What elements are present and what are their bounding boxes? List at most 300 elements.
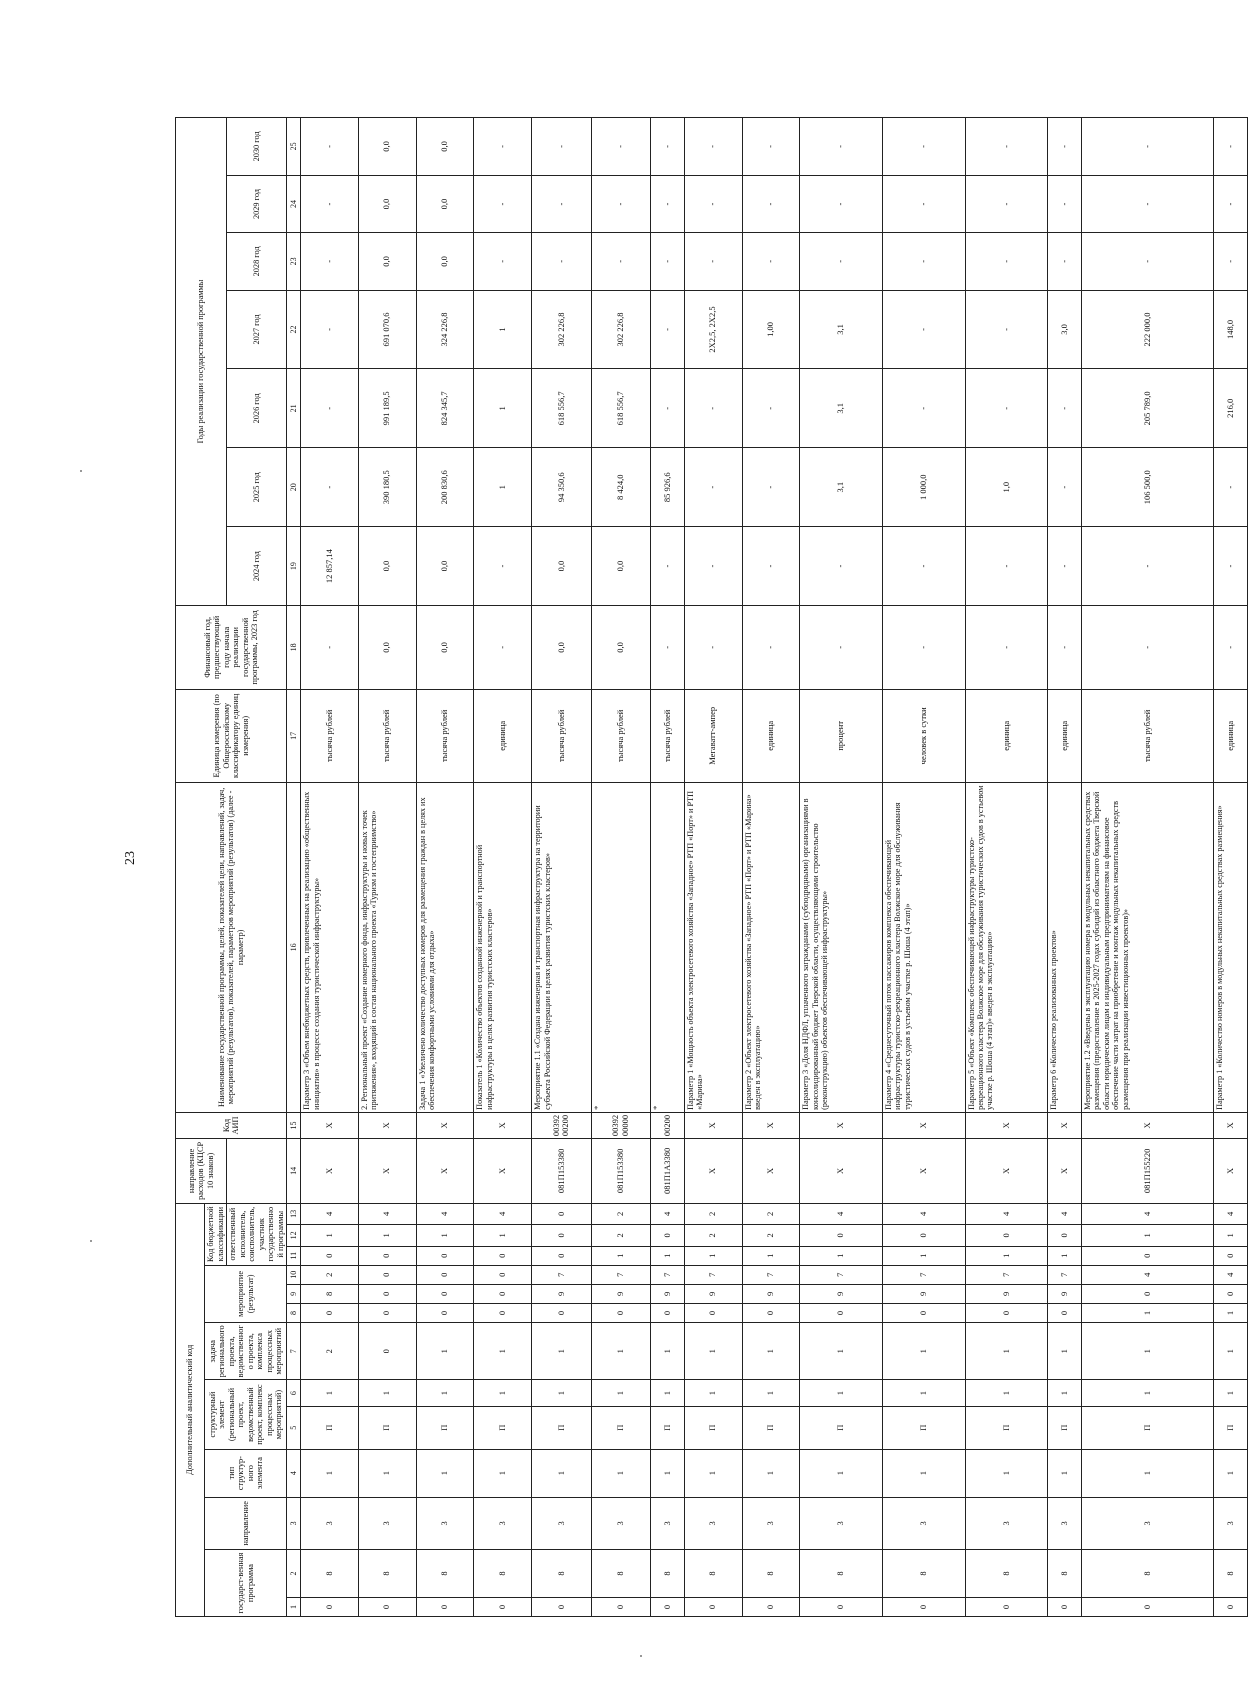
year-value-cell: - (800, 527, 883, 606)
header-direction: направление (205, 1497, 287, 1550)
year-value-cell: - (1048, 369, 1082, 448)
code-struct-element: П (474, 1406, 532, 1449)
column-number: 11 (287, 1246, 301, 1265)
fin-year-cell: - (882, 606, 965, 690)
code-measure-1: 0 (358, 1303, 416, 1322)
code-task: 1 (474, 1323, 532, 1380)
year-value-cell: - (684, 369, 742, 448)
code-executor-1: 0 (301, 1246, 359, 1265)
code-executor-1: 1 (1048, 1246, 1082, 1265)
code-direction: 3 (684, 1497, 742, 1550)
column-number: 17 (287, 689, 301, 782)
year-value-cell: - (965, 118, 1048, 176)
code-executor-2: 2 (684, 1225, 742, 1247)
code-executor-1: 0 (1081, 1246, 1213, 1265)
year-value-cell: 0,0 (416, 118, 474, 176)
code-executor-1: 1 (742, 1246, 800, 1265)
code-program-1: 0 (684, 1597, 742, 1616)
code-program-2: 8 (1048, 1550, 1082, 1598)
year-value-cell: 12 857,14 (301, 527, 359, 606)
column-number: 1 (287, 1597, 301, 1616)
unit-cell: тысяча рублей (1081, 689, 1213, 782)
fin-year-cell: - (301, 606, 359, 690)
kcsr-cell: 081П1А3380 (651, 1139, 685, 1204)
code-measure-2: 8 (301, 1284, 359, 1303)
year-value-cell: - (742, 527, 800, 606)
header-expense-direction: направление расходов (КЦСР 10 знаков) (176, 1139, 227, 1204)
year-value-cell: - (684, 527, 742, 606)
name-cell: * (651, 782, 685, 1112)
year-value-cell: 3,1 (800, 290, 883, 369)
year-value-cell: - (882, 118, 965, 176)
code-program-1: 0 (301, 1597, 359, 1616)
code-executor-1: 1 (591, 1246, 651, 1265)
code-executor-3: 4 (882, 1203, 965, 1225)
code-measure-1: 0 (882, 1303, 965, 1322)
column-number: 14 (287, 1139, 301, 1204)
year-value-cell: - (301, 118, 359, 176)
year-value-cell: 1 000,0 (882, 448, 965, 527)
year-value-cell: - (1048, 118, 1082, 176)
year-value-cell: - (651, 527, 685, 606)
code-executor-3: 4 (800, 1203, 883, 1225)
code-task: 1 (800, 1323, 883, 1380)
aip-cell: Х (1081, 1112, 1213, 1138)
code-struct-type: 1 (684, 1449, 742, 1497)
aip-cell: Х (1214, 1112, 1248, 1138)
code-measure-2: 0 (358, 1284, 416, 1303)
code-executor-2: 0 (965, 1225, 1048, 1247)
code-program-1: 0 (800, 1597, 883, 1616)
fin-year-cell: - (742, 606, 800, 690)
kcsr-cell: Х (358, 1139, 416, 1204)
kcsr-cell: 081П153380 (591, 1139, 651, 1204)
name-cell: Параметр 4 «Среднесуточный поток пассажиров комплекса обеспечивающей инфраструктуры туристско-рекреационного кластера Волжское море для обслуживания туристических судов в устьевом участке р. Шоша (4 этап)» (882, 782, 965, 1112)
code-task: 1 (1081, 1323, 1213, 1380)
year-value-cell: - (1214, 233, 1248, 290)
code-struct-type: 1 (1214, 1449, 1248, 1497)
code-program-1: 0 (1214, 1597, 1248, 1616)
code-executor-2: 1 (301, 1225, 359, 1247)
column-number: 2 (287, 1550, 301, 1598)
kcsr-cell: Х (684, 1139, 742, 1204)
code-program-1: 0 (358, 1597, 416, 1616)
code-executor-3: 4 (416, 1203, 474, 1225)
year-value-cell: - (742, 233, 800, 290)
year-value-cell: 216,0 (1214, 369, 1248, 448)
code-program-2: 8 (416, 1550, 474, 1598)
aip-cell: Х (742, 1112, 800, 1138)
year-value-cell: - (1214, 118, 1248, 176)
header-year-2027: 2027 год (227, 290, 287, 369)
kcsr-cell: Х (301, 1139, 359, 1204)
year-value-cell: 1 (474, 369, 532, 448)
code-executor-3: 4 (965, 1203, 1048, 1225)
table-row (1081, 118, 1213, 1617)
fin-year-cell: - (1214, 606, 1248, 690)
code-direction: 3 (1081, 1497, 1213, 1550)
year-value-cell: - (651, 175, 685, 232)
column-number: 3 (287, 1497, 301, 1550)
kcsr-cell: 081П153380 (532, 1139, 592, 1204)
year-value-cell: - (965, 369, 1048, 448)
code-struct-element: П (651, 1406, 685, 1449)
code-direction: 3 (416, 1497, 474, 1550)
code-executor-2: 1 (474, 1225, 532, 1247)
year-value-cell: 0,0 (358, 118, 416, 176)
code-struct-type: 1 (1081, 1449, 1213, 1497)
code-direction: 3 (301, 1497, 359, 1550)
code-measure-1: 0 (742, 1303, 800, 1322)
code-executor-3: 4 (358, 1203, 416, 1225)
year-value-cell: - (474, 233, 532, 290)
code-measure-1: 0 (651, 1303, 685, 1322)
code-struct-type: 1 (800, 1449, 883, 1497)
aip-cell: 00200 (651, 1112, 685, 1138)
code-executor-1: 0 (1214, 1246, 1248, 1265)
year-value-cell: 3,1 (800, 448, 883, 527)
code-executor-2: 1 (1081, 1225, 1213, 1247)
code-program-2: 8 (301, 1550, 359, 1598)
fin-year-cell: 0,0 (591, 606, 651, 690)
unit-cell: единица (965, 689, 1048, 782)
code-struct-sub: 1 (882, 1380, 965, 1406)
code-executor-2: 2 (591, 1225, 651, 1247)
year-value-cell: - (1214, 448, 1248, 527)
aip-cell: 00392 00200 (532, 1112, 592, 1138)
code-measure-1: 1 (1214, 1303, 1248, 1322)
column-number: 22 (287, 290, 301, 369)
code-measure-2: 0 (1081, 1284, 1213, 1303)
year-value-cell: 618 556,7 (532, 369, 592, 448)
unit-cell: тысяча рублей (591, 689, 651, 782)
header-years-group: Годы реализации государственной программы (176, 118, 227, 606)
code-executor-1: 0 (358, 1246, 416, 1265)
code-measure-2: 9 (882, 1284, 965, 1303)
code-program-1: 0 (474, 1597, 532, 1616)
code-direction: 3 (882, 1497, 965, 1550)
year-value-cell: - (1048, 527, 1082, 606)
column-number: 16 (287, 782, 301, 1112)
kcsr-cell: Х (882, 1139, 965, 1204)
fin-year-cell: - (965, 606, 1048, 690)
code-struct-type: 1 (742, 1449, 800, 1497)
code-measure-3: 7 (965, 1265, 1048, 1284)
code-program-1: 0 (1048, 1597, 1082, 1616)
year-value-cell: 691 070,6 (358, 290, 416, 369)
code-program-2: 8 (684, 1550, 742, 1598)
table-body (287, 118, 1248, 1617)
code-struct-sub: 1 (651, 1380, 685, 1406)
code-executor-1: 0 (532, 1246, 592, 1265)
code-measure-3: 4 (1214, 1265, 1248, 1284)
table-row (742, 118, 800, 1617)
column-number: 15 (287, 1112, 301, 1138)
aip-cell: 00392 00000 (591, 1112, 651, 1138)
header-year-2025: 2025 год (227, 448, 287, 527)
unit-cell: единица (742, 689, 800, 782)
header-unit: Единица измерения (по Общероссийскому классификатору единиц измерения) (176, 689, 287, 782)
year-value-cell: 1,0 (965, 448, 1048, 527)
code-measure-3: 7 (532, 1265, 592, 1284)
code-struct-sub: 1 (684, 1380, 742, 1406)
code-measure-3: 7 (591, 1265, 651, 1284)
name-cell: Параметр 5 «Объект «Комплекс обеспечивающей инфраструктуры туристско-рекреационного кластера Волжское море для обслуживания туристических судов в устьевом участке р. Шоша (4 этап)» введен в эксплуатацию» (965, 782, 1048, 1112)
code-measure-2: 9 (651, 1284, 685, 1303)
unit-cell: тысяча рублей (358, 689, 416, 782)
fin-year-cell: - (651, 606, 685, 690)
code-struct-type: 1 (358, 1449, 416, 1497)
table-row (591, 118, 651, 1617)
code-struct-sub: 1 (1214, 1380, 1248, 1406)
code-measure-3: 0 (416, 1265, 474, 1284)
code-measure-1: 0 (591, 1303, 651, 1322)
code-measure-1: 0 (684, 1303, 742, 1322)
scan-speck (80, 470, 82, 472)
code-program-2: 8 (1081, 1550, 1213, 1598)
year-value-cell: - (965, 175, 1048, 232)
year-value-cell: - (742, 369, 800, 448)
year-value-cell: - (882, 175, 965, 232)
header-year-2029: 2029 год (227, 175, 287, 232)
code-executor-1: 1 (882, 1246, 965, 1265)
year-value-cell: - (882, 527, 965, 606)
code-struct-type: 1 (591, 1449, 651, 1497)
code-measure-1: 1 (1081, 1303, 1213, 1322)
year-value-cell: - (301, 290, 359, 369)
year-value-cell: 3,1 (800, 369, 883, 448)
code-struct-type: 1 (301, 1449, 359, 1497)
name-cell: * (591, 782, 651, 1112)
code-struct-element: П (301, 1406, 359, 1449)
header-struct-type: тип структур-ного элемента (205, 1449, 287, 1497)
code-program-2: 8 (965, 1550, 1048, 1598)
code-measure-1: 0 (532, 1303, 592, 1322)
year-value-cell: - (800, 175, 883, 232)
year-value-cell: - (1048, 448, 1082, 527)
year-value-cell: - (474, 527, 532, 606)
table-row (684, 118, 742, 1617)
year-value-cell: 106 500,0 (1081, 448, 1213, 527)
column-number: 10 (287, 1265, 301, 1284)
code-task: 0 (358, 1323, 416, 1380)
table-row (416, 118, 474, 1617)
code-struct-element: П (965, 1406, 1048, 1449)
year-value-cell: - (532, 233, 592, 290)
table-row (1214, 118, 1248, 1617)
code-measure-2: 9 (742, 1284, 800, 1303)
year-value-cell: - (474, 118, 532, 176)
year-value-cell: - (301, 175, 359, 232)
name-cell: 2. Региональный проект «Создание номерного фонда, инфраструктуры и новых точек притяжения», входящий в состав национального проекта «Туризм и гостеприимство» (358, 782, 416, 1112)
year-value-cell: 0,0 (416, 175, 474, 232)
year-value-cell: 0,0 (416, 527, 474, 606)
column-number: 12 (287, 1225, 301, 1247)
header-kcsr-spacer (227, 1139, 287, 1204)
year-value-cell: 205 789,0 (1081, 369, 1213, 448)
year-value-cell: 1,00 (742, 290, 800, 369)
header-budget-code: Код бюджетной классификации (205, 1203, 227, 1265)
code-measure-2: 9 (532, 1284, 592, 1303)
header-name: Наименование государственной программы, целей, показателей цели, направлений, задач, мероприятий (результатов), показателей, параметров мероприятий (результатов) (далее - параметр) (176, 782, 287, 1112)
rotated-table-container (175, 117, 1235, 1617)
code-program-1: 0 (591, 1597, 651, 1616)
code-direction: 3 (474, 1497, 532, 1550)
year-value-cell: 0,0 (358, 527, 416, 606)
year-value-cell: - (882, 290, 965, 369)
code-struct-type: 1 (651, 1449, 685, 1497)
code-executor-2: 1 (358, 1225, 416, 1247)
code-measure-2: 9 (684, 1284, 742, 1303)
year-value-cell: 0,0 (532, 527, 592, 606)
year-value-cell: - (651, 233, 685, 290)
year-value-cell: - (532, 175, 592, 232)
code-executor-2: 1 (416, 1225, 474, 1247)
code-measure-3: 7 (684, 1265, 742, 1284)
table-row (358, 118, 416, 1617)
code-program-2: 8 (474, 1550, 532, 1598)
column-number: 9 (287, 1284, 301, 1303)
name-cell: Задача 1 «Увеличено количество доступных номеров для размещения граждан в целях их обеспечения комфортными условиями для отдыха» (416, 782, 474, 1112)
header-year-2030: 2030 год (227, 118, 287, 176)
program-table (175, 117, 1248, 1617)
code-task: 1 (416, 1323, 474, 1380)
code-struct-element: П (742, 1406, 800, 1449)
year-value-cell: - (800, 233, 883, 290)
code-executor-2: 0 (800, 1225, 883, 1247)
code-executor-1: 1 (965, 1246, 1048, 1265)
name-cell: Параметр 2 «Объект электросетевого хозяйства «Западное» РТП «Порт» и РТП «Марина» введен в эксплуатацию» (742, 782, 800, 1112)
code-measure-3: 2 (301, 1265, 359, 1284)
code-program-2: 8 (532, 1550, 592, 1598)
year-value-cell: - (1214, 527, 1248, 606)
aip-cell: Х (684, 1112, 742, 1138)
code-struct-sub: 1 (1048, 1380, 1082, 1406)
code-measure-2: 0 (474, 1284, 532, 1303)
code-struct-sub: 1 (800, 1380, 883, 1406)
code-executor-2: 1 (1214, 1225, 1248, 1247)
fin-year-cell: - (684, 606, 742, 690)
code-measure-3: 7 (800, 1265, 883, 1284)
year-value-cell: - (301, 233, 359, 290)
header-task: задача регионального проекта, ведомственного проекта, комплекса процессных мероприятий (205, 1323, 287, 1380)
unit-cell: тысяча рублей (651, 689, 685, 782)
table-row (1048, 118, 1082, 1617)
year-value-cell: 0,0 (591, 527, 651, 606)
year-value-cell: - (591, 233, 651, 290)
year-value-cell: 3,0 (1048, 290, 1082, 369)
unit-cell: человек в сутки (882, 689, 965, 782)
code-executor-2: 2 (742, 1225, 800, 1247)
year-value-cell: - (651, 118, 685, 176)
code-program-2: 8 (742, 1550, 800, 1598)
column-number: 5 (287, 1406, 301, 1449)
year-value-cell: - (301, 448, 359, 527)
year-value-cell: - (965, 290, 1048, 369)
scan-speck (640, 1655, 642, 1657)
code-task: 1 (1214, 1323, 1248, 1380)
code-executor-2: 0 (532, 1225, 592, 1247)
code-measure-3: 0 (358, 1265, 416, 1284)
code-measure-2: 9 (800, 1284, 883, 1303)
header-year-2028: 2028 год (227, 233, 287, 290)
year-value-cell: - (882, 233, 965, 290)
code-program-1: 0 (965, 1597, 1048, 1616)
code-struct-sub: 1 (358, 1380, 416, 1406)
year-value-cell: 0,0 (416, 233, 474, 290)
column-number: 8 (287, 1303, 301, 1322)
year-value-cell: - (474, 175, 532, 232)
year-value-cell: - (882, 369, 965, 448)
aip-cell: Х (301, 1112, 359, 1138)
code-measure-2: 0 (416, 1284, 474, 1303)
year-value-cell: - (651, 369, 685, 448)
fin-year-cell: 0,0 (358, 606, 416, 690)
code-executor-2: 0 (882, 1225, 965, 1247)
year-value-cell: 302 226,8 (532, 290, 592, 369)
header-year-2024: 2024 год (227, 527, 287, 606)
aip-cell: Х (416, 1112, 474, 1138)
unit-cell: Мегаватт-ампер (684, 689, 742, 782)
column-number: 21 (287, 369, 301, 448)
aip-cell: Х (882, 1112, 965, 1138)
code-struct-type: 1 (882, 1449, 965, 1497)
code-program-1: 0 (882, 1597, 965, 1616)
code-program-1: 0 (651, 1597, 685, 1616)
code-measure-2: 9 (1048, 1284, 1082, 1303)
code-executor-1: 1 (651, 1246, 685, 1265)
table-header (176, 118, 287, 1617)
code-executor-3: 4 (474, 1203, 532, 1225)
code-struct-type: 1 (1048, 1449, 1082, 1497)
code-task: 1 (651, 1323, 685, 1380)
kcsr-cell: Х (800, 1139, 883, 1204)
header-executor: ответственный исполнитель, соисполнитель, участник государственной программы (227, 1203, 287, 1265)
code-direction: 3 (1214, 1497, 1248, 1550)
fin-year-cell: - (800, 606, 883, 690)
column-number: 24 (287, 175, 301, 232)
name-cell: Параметр 1 «Мощность объекта электросетевого хозяйства «Западное» РТП «Порт» и РТП «Марина» (684, 782, 742, 1112)
code-struct-element: П (1048, 1406, 1082, 1449)
code-measure-3: 0 (474, 1265, 532, 1284)
kcsr-cell: Х (965, 1139, 1048, 1204)
column-number: 20 (287, 448, 301, 527)
code-executor-3: 4 (1214, 1203, 1248, 1225)
year-value-cell: 991 189,5 (358, 369, 416, 448)
table-row (651, 118, 685, 1617)
code-program-2: 8 (358, 1550, 416, 1598)
table-row (301, 118, 359, 1617)
code-executor-3: 0 (532, 1203, 592, 1225)
code-measure-1: 0 (1048, 1303, 1082, 1322)
code-program-2: 8 (800, 1550, 883, 1598)
year-value-cell: - (1081, 233, 1213, 290)
code-measure-3: 7 (882, 1265, 965, 1284)
year-value-cell: 222 000,0 (1081, 290, 1213, 369)
kcsr-cell: Х (1214, 1139, 1248, 1204)
code-struct-sub: 1 (532, 1380, 592, 1406)
code-measure-1: 0 (800, 1303, 883, 1322)
header-struct-element: структурный элемент (региональный проект, ведомственный проект, комплекс процессных мероприятий) (205, 1380, 287, 1449)
year-value-cell: - (1081, 175, 1213, 232)
table-row (474, 118, 532, 1617)
unit-cell: единица (1048, 689, 1082, 782)
year-value-cell: - (1214, 175, 1248, 232)
code-struct-type: 1 (474, 1449, 532, 1497)
kcsr-cell: Х (474, 1139, 532, 1204)
code-measure-1: 0 (474, 1303, 532, 1322)
code-executor-1: 0 (474, 1246, 532, 1265)
